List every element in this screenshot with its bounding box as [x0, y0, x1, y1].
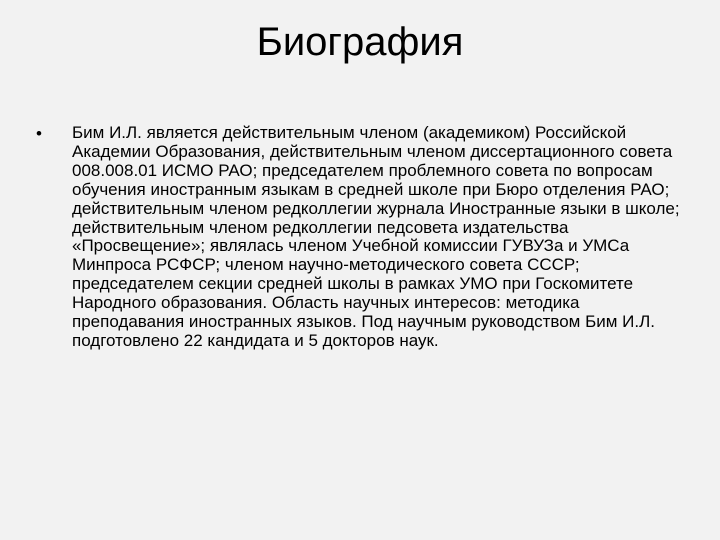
bullet-item — [36, 124, 686, 351]
slide-title: Биография — [256, 20, 464, 64]
bullet-list — [36, 124, 686, 351]
bullet-icon: • — [36, 124, 42, 143]
biography-text: Бим И.Л. является действительным членом (академиком) Российской Академии Образования, действительным членом диссертационного совета 008.008.01 ИСМО РАО; председателем проблемного совета по вопросам обучения иностранным языкам в средней школе при Бюро отделения РАО; действительным членом редколлегии журнала Иностранные языки в школе; действительным членом редколлегии педсовета издательства «Просвещение»; являлась членом Учебной комиссии ГУВУЗа и УМСа Минпроса РСФСР; членом научно-методического совета СССР; председателем секции средней школы в рамках УМО при Госкомитете Народного образования. Область научных интересов: методика преподавания иностранных языков. Под научным руководством Бим И.Л. подготовлено 22 кандидата и 5 докторов наук. — [72, 123, 680, 350]
